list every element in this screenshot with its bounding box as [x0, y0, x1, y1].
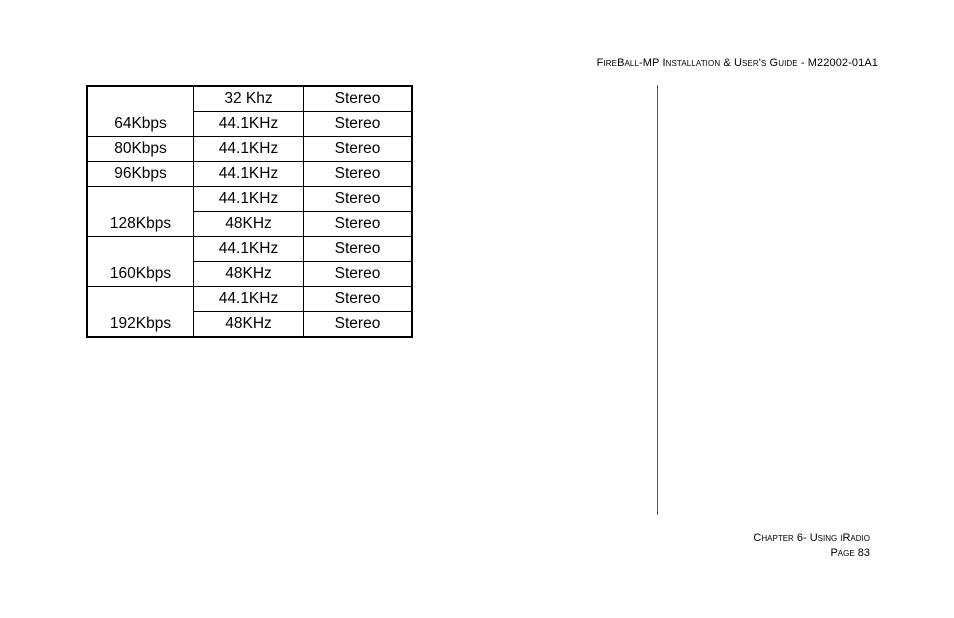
frequency-cell: 44.1KHz: [194, 137, 304, 162]
frequency-cell: 48KHz: [194, 212, 304, 237]
bitrate-cell: 160Kbps: [87, 237, 194, 287]
mode-cell: Stereo: [304, 137, 413, 162]
mode-cell: Stereo: [304, 86, 413, 112]
mode-cell: Stereo: [304, 262, 413, 287]
table-row: [87, 137, 412, 162]
frequency-cell: 44.1KHz: [194, 287, 304, 312]
mode-cell: Stereo: [304, 212, 413, 237]
mode-cell: Stereo: [304, 112, 413, 137]
running-header: FireBall-MP Installation & User's Guide - M22002-01A1: [596, 57, 878, 69]
page-number: Page 83: [830, 547, 870, 559]
mode-cell: Stereo: [304, 162, 413, 187]
column-divider: [657, 85, 658, 515]
table-row: [87, 162, 412, 187]
frequency-cell: 44.1KHz: [194, 112, 304, 137]
table-row: [87, 237, 412, 262]
table-row: [87, 86, 412, 112]
bitrate-cell: 64Kbps: [87, 86, 194, 137]
frequency-cell: 48KHz: [194, 312, 304, 338]
frequency-cell: 32 Khz: [194, 86, 304, 112]
bitrate-cell: 80Kbps: [87, 137, 194, 162]
table-row: [87, 287, 412, 312]
frequency-cell: 44.1KHz: [194, 187, 304, 212]
bitrate-cell: 192Kbps: [87, 287, 194, 338]
mode-cell: Stereo: [304, 237, 413, 262]
running-footer: [753, 531, 870, 561]
table-row: [87, 187, 412, 212]
frequency-cell: 48KHz: [194, 262, 304, 287]
chapter-label: Chapter 6- Using iRadio: [753, 532, 870, 544]
frequency-cell: 44.1KHz: [194, 162, 304, 187]
bitrate-table: [86, 85, 413, 338]
mode-cell: Stereo: [304, 187, 413, 212]
bitrate-cell: 96Kbps: [87, 162, 194, 187]
mode-cell: Stereo: [304, 312, 413, 338]
frequency-cell: 44.1KHz: [194, 237, 304, 262]
mode-cell: Stereo: [304, 287, 413, 312]
bitrate-cell: 128Kbps: [87, 187, 194, 237]
